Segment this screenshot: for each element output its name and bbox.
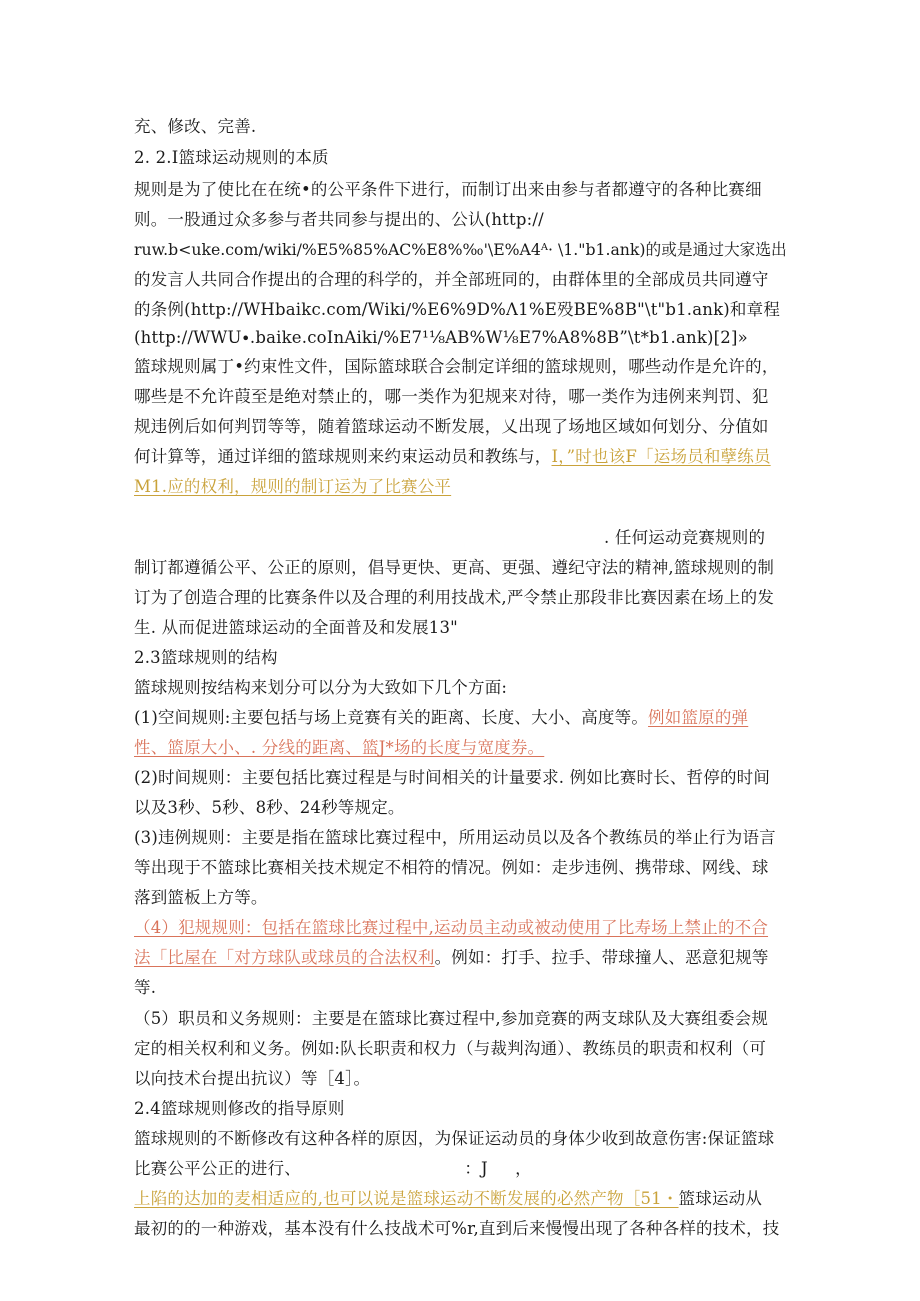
text-line	[134, 738, 544, 758]
section-heading-2-3: 2.3篮球规则的结构	[134, 648, 278, 667]
text-line: . 任何运动竞赛规则的	[604, 528, 766, 547]
text-line: (http://WWU∙.baike.coInAiki∕%E7¹⅛AB%W⅛E7%A8%8B”\t*b1.ank)[2]»	[134, 328, 748, 347]
text-line: 生. 从而促进篮球运动的全面普及和发展13"	[134, 618, 458, 637]
text-line: 以向技术台提出抗议）等［4］。	[134, 1069, 371, 1088]
tracked-change-insert: 法「比屋在「对方球队或球员的合法权利	[134, 948, 435, 967]
text-line: 最初的的一种游戏，基本没有什么技战术可%r,直到后来慢慢出现了各种各样的技术，技	[134, 1219, 780, 1238]
text-line	[134, 477, 451, 497]
text-line: ruw.b<uke.com/wiki/%E5%85%AC%E8%‰'\E%A4ᴬ· \1."b1.ank)的或是通过大家选出	[134, 240, 787, 259]
text-line: 订为了创造合理的比赛条件以及合理的利用技战术,严令禁止那段非比赛因素在场上的发	[134, 588, 775, 607]
text-line: 以及3秒、5秒、8秒、24秒等规定。	[134, 798, 405, 817]
text-line: （5）职员和义务规则：主要是在篮球比赛过程中,参加竞赛的两支球队及大赛组委会规	[134, 1009, 769, 1028]
section-heading-2-4: 2.4篮球规则修改的指导原则	[134, 1099, 345, 1118]
text-line: (2)时间规则：主要包括比赛过程是与时间相关的计量要求. 例如比赛时长、哲停的时间	[134, 768, 771, 787]
tracked-change-insert: （4）犯规规则：包括在篮球比赛过程中,运动员主动或被动使用了比寿场上禁止的不合	[134, 918, 769, 937]
text-line: 落到篮板上方等。	[134, 888, 268, 907]
tracked-change-insert: 上陷的达加的麦相适应的,也可以说是篮球运动不断发展的必然产物［51・	[134, 1189, 679, 1208]
text-line: 定的相关权利和义务。例如:队长职责和权力（与裁判沟通）、教练员的职责和权利（可	[134, 1039, 767, 1058]
text-line: 的发言人共同合作提出的合理的科学的，并全部班同的，由群体里的全部成员共同遵守	[134, 270, 769, 289]
text-line	[134, 918, 768, 938]
text-line: 哪些是不允许葭至是绝对禁止的，哪一类作为犯规来对待，哪一类作为违例来判罚、犯	[134, 387, 769, 406]
text-line: 篮球规则按结构来划分可以分为大致如下几个方面:	[134, 678, 508, 697]
tracked-change-insert: M1.应的权利，规则的制订运为了比赛公平	[134, 477, 452, 496]
text-line: 何计算等，通过详细的篮球规则来约束运动员和教练与，I，”时也该F「运场员和孽练员	[134, 447, 771, 466]
text-line: 制订都遵循公平、公正的原则，倡导更快、更高、更强、遵纪守法的精神,篮球规则的制	[134, 558, 775, 577]
text-line: 等.	[134, 978, 157, 997]
text-line: 法「比屋在「对方球队或球员的合法权利。例如：打手、拉手、带球撞人、恶意犯规等	[134, 948, 769, 967]
tracked-change-insert: I，”时也该F「运场员和孽练员	[551, 447, 771, 466]
text-line: (3)违例规则：主要是指在篮球比赛过程中，所用运动员以及各个教练员的举止行为语言	[134, 828, 776, 847]
text-line: 规违例后如何判罚等等，随着篮球运动不断发展，乂出现了场地区域如何划分、分值如	[134, 417, 769, 436]
text-line: 篮球规则的不断修改有这种各样的原因，为保证运动员的身体少收到故意伤害:保证篮球	[134, 1129, 775, 1148]
section-heading-2-2: 2. 2.I篮球运动规则的本质	[134, 148, 329, 167]
tracked-change-insert: 性、篮原大小、. 分线的距离、篮J*场的长度与宽度券。	[134, 738, 545, 757]
text-line: 上陷的达加的麦相适应的,也可以说是篮球运动不断发展的必然产物［51・篮球运动从	[134, 1189, 763, 1208]
text-line: 比赛公平公正的进行、 ：J ，	[134, 1159, 532, 1178]
text-line: 规则是为了使比在在统•的公平条件下进行，而制订出来由参与者都遵守的各种比赛细	[134, 180, 762, 199]
tracked-change-insert: 例如篮原的弹	[648, 708, 749, 727]
text-line: 的条例(http://WHbaikc.com/Wiki∕%E6%9D%Λ1%E殁BE%8B"\t"b1.ank)和章程	[134, 300, 781, 319]
text-line: 篮球规则属丁•约束性文件，国际篮球联合会制定详细的篮球规则，哪些动作是允许的，	[134, 357, 779, 376]
text-line: 等出现于不篮球比赛相关技术规定不相符的情况。例如：走步违例、携带球、网线、球	[134, 858, 769, 877]
text-line: 充、修改、完善.	[134, 117, 257, 136]
text-line: (1)空间规则:主要包括与场上竞赛有关的距离、长度、大小、高度等。例如篮原的弹	[134, 708, 749, 727]
text-line: 则。一股通过众多参与者共同参与提出的、公认(http://	[134, 210, 544, 229]
